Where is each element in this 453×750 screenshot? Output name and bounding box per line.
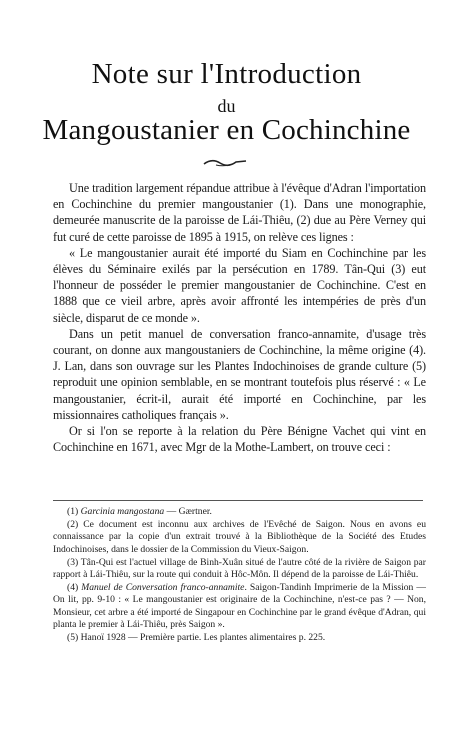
footnote-2-number: (2) — [67, 519, 79, 531]
title-line-1: Note sur l'Introduction — [91, 58, 362, 90]
footnote-4 — [53, 582, 426, 631]
footnote-1-number: (1) — [67, 506, 79, 517]
footnote-1 — [53, 506, 426, 518]
footnote-1-italic: Garcinia mangostana — [80, 506, 165, 517]
title-line-3: Mangoustanier en Cochinchine — [42, 114, 411, 146]
footnote-2 — [53, 519, 426, 556]
paragraph-3: Dans un petit manuel de conversation franco-annamite, d'usage très courant, on donne aux mangoustaniers de Cochinchine, la même origine (4). J. Lan, dans son ouvrage sur les Plantes Indochinoises de grande culture (5) reproduit une opinion semblable, en se montrant toutefois plus réservé : « Le mangoustanier, écrit-il, aurait été importé en Cochinchine, par les missionnaires catholiques français ». — [53, 326, 426, 422]
footnote-5-number: (5) — [67, 632, 79, 644]
footnote-3-number: (3) — [67, 556, 79, 568]
paragraph-2: « Le mangoustanier aurait été importé du Siam en Cochinchine par les élèves du Séminaire exilés par la persécution en 1789. Tân-Qui (3) eut l'honneur de posséder le premier mangoustanier de Cochinchine. C'est en 1888 que ce vieil arbre, après avoir affronté les intempéries de près d'un siècle, disparut de ce monde ». — [53, 245, 426, 325]
footnote-4-italic: Manuel de Conversation franco-annamite — [81, 582, 245, 594]
footnote-divider — [53, 500, 423, 501]
footnote-4-text: . Saigon-Tandinh Imprimerie de la Mission — On lit, pp. 9-10 : « Le mangoustanier est originaire de la Cochinchine, n'est-ce pas ? — Non, Monsieur, cet arbre a été importé de Singapour en Cochinchine par le grand évêque d'Adran, qui planta le premier à Lái-Thiêu, près Saigon ». — [53, 582, 426, 630]
paragraph-4: Or si l'on se reporte à la relation du Père Bénigne Vachet qui vint en Cochinchine en 1671, avec Mgr de la Mothe-Lambert, on trouve ceci : — [53, 424, 426, 455]
footnote-5 — [53, 632, 426, 644]
ornament-rule-icon — [202, 156, 248, 168]
paragraph-1: Une tradition largement répandue attribue à l'évêque d'Adran l'importation en Cochinchine du premier mangoustanier (1). Dans une monographie, demeurée manuscrite de la paroisse de Lái-Thiêu, (2) due au Père Verney qui fut curé de cette paroisse de 1895 à 1915, on relève ces lignes : — [53, 181, 426, 244]
footnote-1-text: — Gærtner. — [164, 506, 212, 517]
footnote-5-text: Hanoï 1928 — Première partie. Les plantes alimentaires p. 225. — [78, 632, 326, 644]
footnote-3 — [53, 557, 426, 581]
footnote-4-number: (4) — [67, 582, 79, 594]
footnote-3-text: Tân-Qui est l'actuel village de Binh-Xuân situé de l'autre côté de la rivière de Saigon par rapport à Lái-Thiêu, sur la route qui conduit à Hôc-Môn. Il dépend de la paroisse de Lái-Thiêu. — [53, 556, 426, 581]
title-line-2: du — [217, 96, 236, 116]
footnotes — [53, 506, 426, 645]
main-text — [53, 180, 426, 455]
footnote-2-text: Ce document est inconnu aux archives de l'Evêché de Saigon. Nous en avons eu connaissance par la copie d'un extrait trouvé à la Bibliothèque de la Société des Etudes Indochinoises, dans le dossier de la Commission du Vieux-Saigon. — [53, 519, 426, 555]
